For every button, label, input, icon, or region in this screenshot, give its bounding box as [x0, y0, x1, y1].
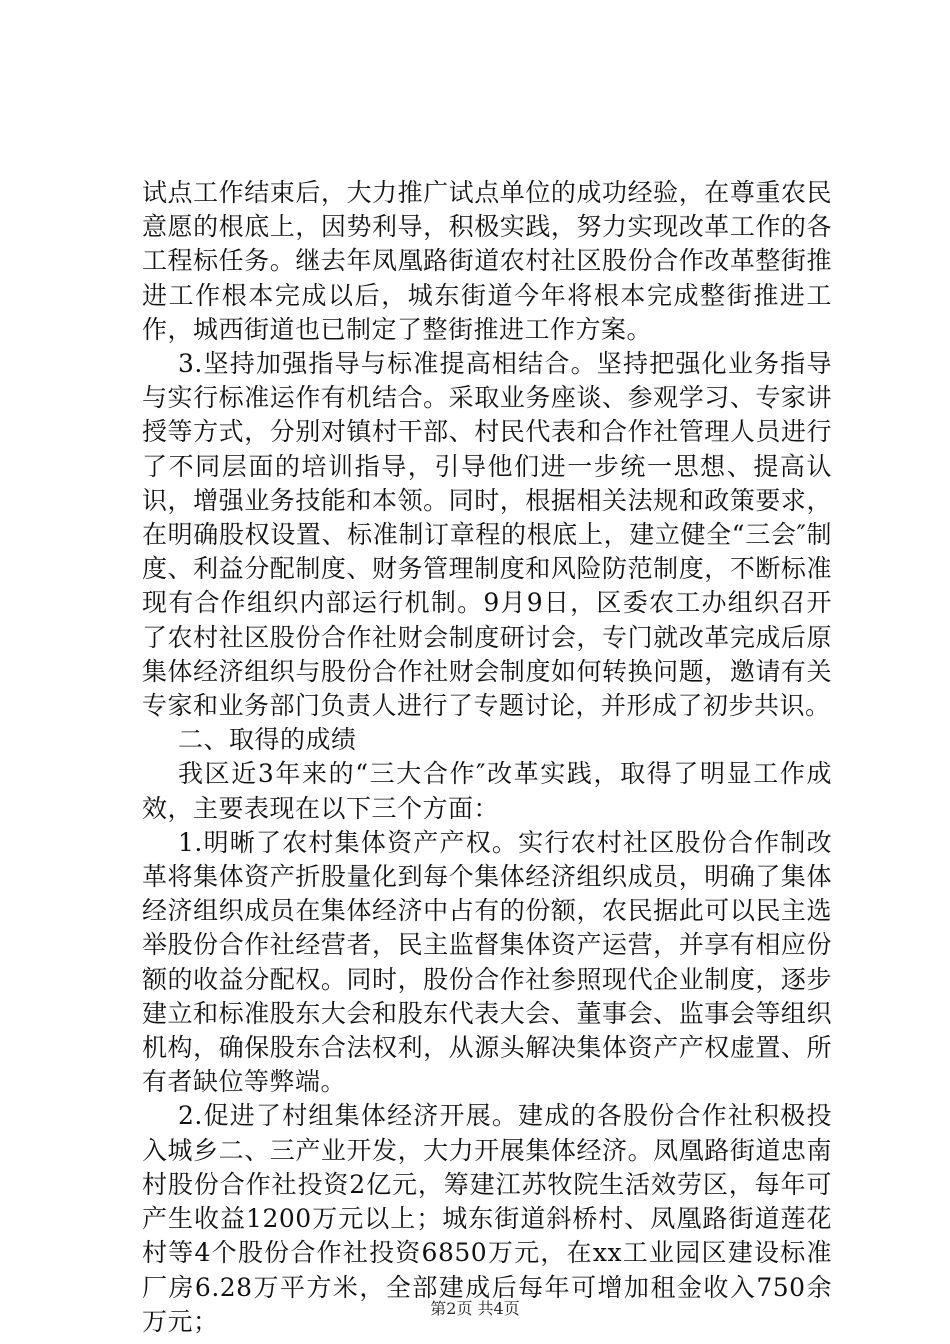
- page-footer: 第2页 共4页: [430, 1299, 520, 1318]
- paragraph-intro: 我区近3年来的“三大合作″改革实践，取得了明显工作成效，主要表现在以下三个方面：: [142, 759, 832, 823]
- paragraph-item-2: 2.促进了村组集体经济开展。建成的各股份合作社积极投入城乡二、三产业开发，大力开展集体经济。凤凰路街道忠南村股份合作社投资2亿元，筹建江苏牧院生活效劳区，每年可产生收益1200万元以上；城东街道斜桥村、凤凰路街道莲花村等4个股份合作社投资6850万元，在xx工业园区建设标准厂房6.28万平方米，全部建成后每年可增加租金收入750余万元；: [142, 1101, 832, 1336]
- document-body: [142, 176, 832, 1339]
- paragraph-item-3: 3.坚持加强指导与标准提高相结合。坚持把强化业务指导与实行标准运作有机结合。采取业务座谈、参观学习、专家讲授等方式，分别对镇村干部、村民代表和合作社管理人员进行了不同层面的培训指导，引导他们进一步统一思想、提高认识，增强业务技能和本领。同时，根据相关法规和政策要求，在明确股权设置、标准制订章程的根底上，建立健全“三会″制度、利益分配制度、财务管理制度和风险防范制度，不断标准现有合作组织内部运行机制。9月9日，区委农工办组织召开了农村社区股份合作社财会制度研讨会，专门就改革完成后原集体经济组织与股份合作社财会制度如何转换问题，邀请有关专家和业务部门负责人进行了专题讨论，并形成了初步共识。: [142, 349, 832, 721]
- section-heading: 二、取得的成绩: [178, 725, 357, 755]
- paragraph-continuation: 试点工作结束后，大力推广试点单位的成功经验，在尊重农民意愿的根底上，因势利导，积极实践，努力实现改革工作的各工程标任务。继去年凤凰路街道农村社区股份合作改革整街推进工作根本完成以后，城东街道今年将根本完成整街推进工作，城西街道也已制定了整街推进工作方案。: [142, 178, 832, 344]
- paragraph-item-1: 1.明晰了农村集体资产产权。实行农村社区股份合作制改革将集体资产折股量化到每个集体经济组织成员，明确了集体经济组织成员在集体经济中占有的份额，农民据此可以民主选举股份合作社经营者，民主监督集体资产运营，并享有相应份额的收益分配权。同时，股份合作社参照现代企业制度，逐步建立和标准股东大会和股东代表大会、董事会、监事会等组织机构，确保股东合法权利，从源头解决集体资产产权虚置、所有者缺位等弊端。: [142, 827, 832, 1097]
